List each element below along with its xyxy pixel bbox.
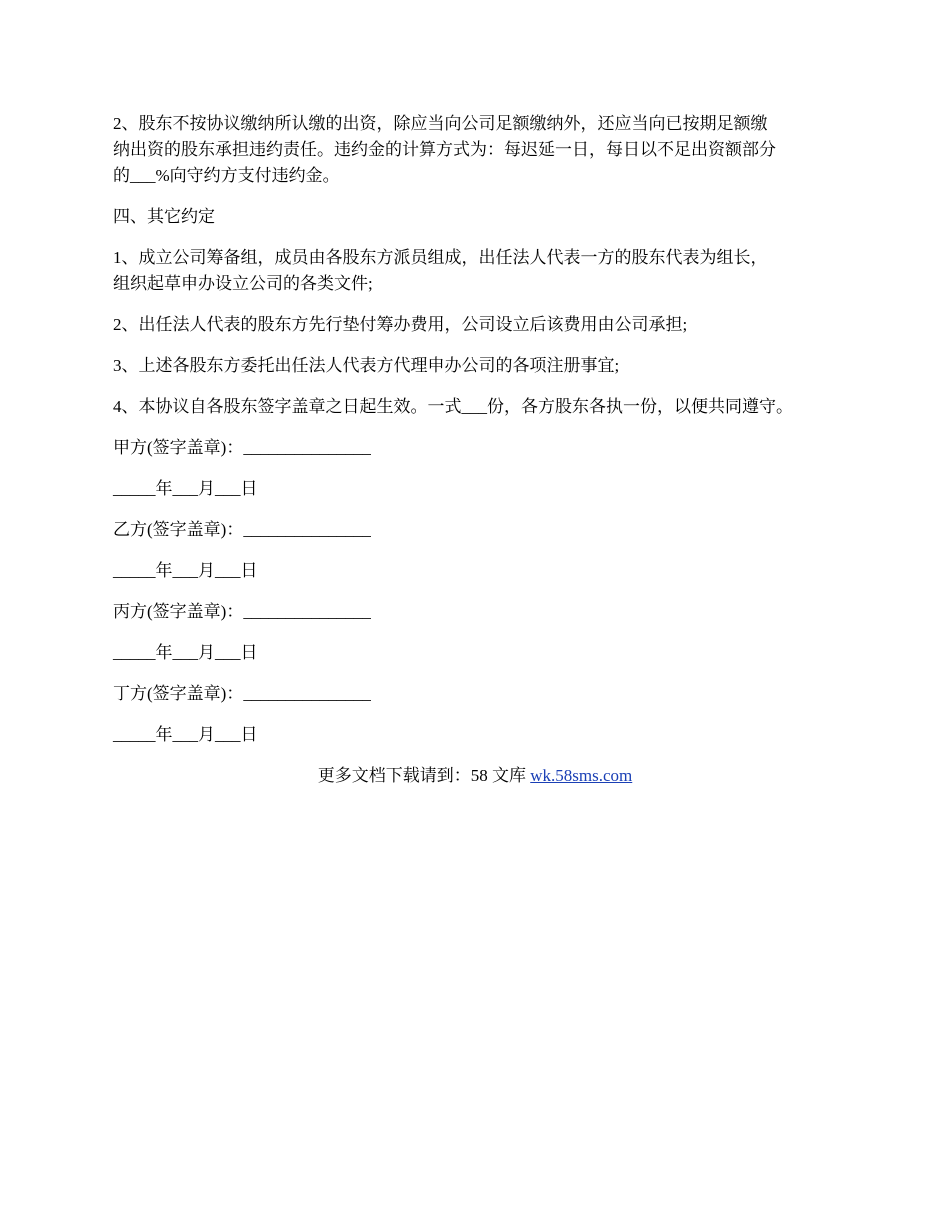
footer-link[interactable]: wk.58sms.com bbox=[530, 766, 633, 785]
footer-text: 更多文档下载请到：58 文库 bbox=[317, 766, 531, 785]
clause-2-line-1: 2、股东不按协议缴纳所认缴的出资，除应当向公司足额缴纳外，还应当向已按期足额缴 bbox=[113, 114, 768, 133]
item-4-paragraph: 4、本协议自各股东签字盖章之日起生效。一式___份，各方股东各执一份，以便共同遵守。 bbox=[113, 397, 793, 416]
item-3-paragraph: 3、上述各股东方委托出任法人代表方代理申办公司的各项注册事宜; bbox=[113, 356, 620, 375]
item-1-paragraph bbox=[113, 245, 853, 297]
download-footer bbox=[0, 763, 950, 789]
signature-date-d: _____年___月___日 bbox=[113, 725, 258, 744]
signature-date-b: _____年___月___日 bbox=[113, 561, 258, 580]
signature-party-d: 丁方(签字盖章)：_______________ bbox=[113, 684, 371, 703]
section-4-heading: 四、其它约定 bbox=[113, 207, 215, 226]
item-1-line-1: 1、成立公司筹备组，成员由各股东方派员组成，出任法人代表一方的股东代表为组长， bbox=[113, 248, 768, 267]
signature-party-a: 甲方(签字盖章)：_______________ bbox=[113, 438, 371, 457]
document-page bbox=[113, 111, 853, 804]
clause-2-paragraph bbox=[113, 111, 853, 189]
signature-party-b: 乙方(签字盖章)：_______________ bbox=[113, 520, 371, 539]
item-1-line-2: 组织起草申办设立公司的各类文件; bbox=[113, 274, 373, 293]
clause-2-line-3: 的___%向守约方支付违约金。 bbox=[113, 166, 340, 185]
signature-date-c: _____年___月___日 bbox=[113, 643, 258, 662]
clause-2-line-2: 纳出资的股东承担违约责任。违约金的计算方式为：每迟延一日，每日以不足出资额部分 bbox=[113, 140, 776, 159]
signature-party-c: 丙方(签字盖章)：_______________ bbox=[113, 602, 371, 621]
signature-date-a: _____年___月___日 bbox=[113, 479, 258, 498]
item-2-paragraph: 2、出任法人代表的股东方先行垫付筹办费用，公司设立后该费用由公司承担; bbox=[113, 315, 688, 334]
